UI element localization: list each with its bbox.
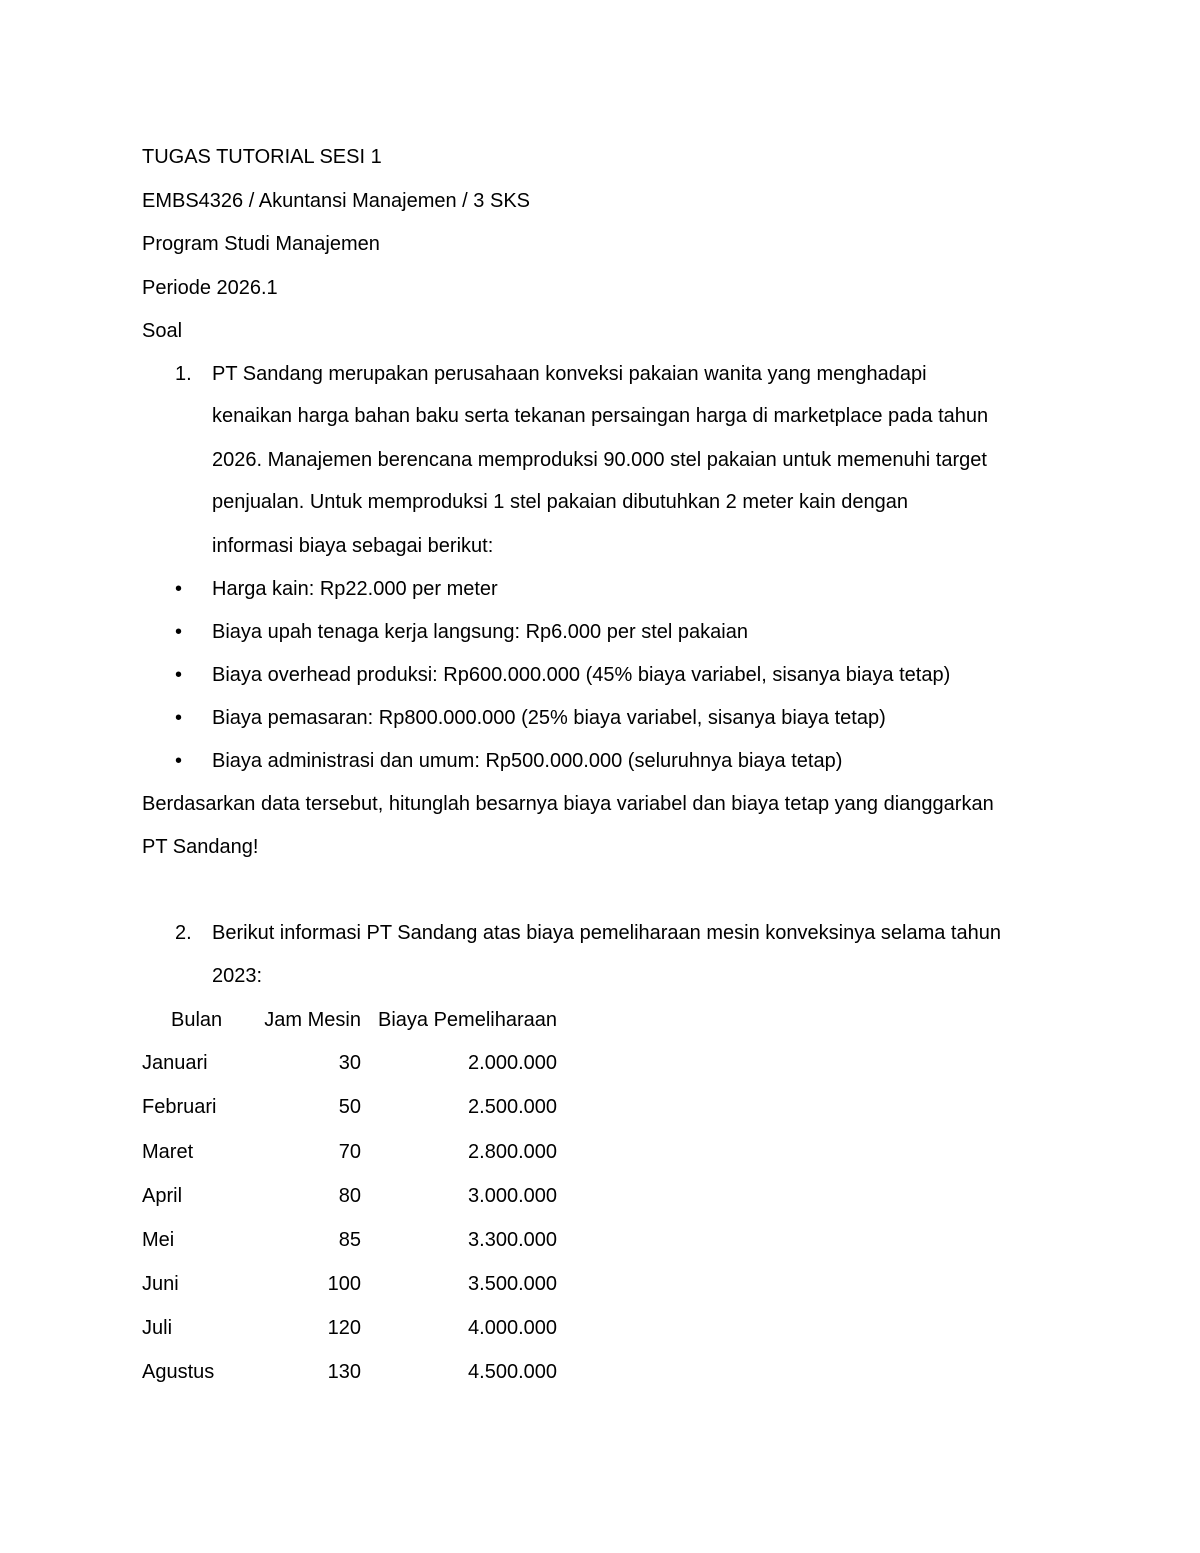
table-header-bulan: Bulan [171, 1009, 223, 1031]
bullet-symbol: • [175, 707, 183, 729]
table-cell-cost: 3.000.000 [468, 1185, 557, 1207]
table-cell-month: Mei [142, 1229, 175, 1251]
table-cell-cost: 3.500.000 [468, 1273, 557, 1295]
question-1-line: 2026. Manajemen berencana memproduksi 90.000 stel pakaian untuk memenuhi target [212, 449, 987, 471]
table-cell-month: Maret [142, 1141, 194, 1163]
bullet-item: Harga kain: Rp22.000 per meter [212, 578, 498, 600]
question-1-line: PT Sandang merupakan perusahaan konveksi pakaian wanita yang menghadapi [212, 363, 927, 385]
bullet-item: Biaya overhead produksi: Rp600.000.000 (45% biaya variabel, sisanya biaya tetap) [212, 664, 951, 686]
question-1-prompt: PT Sandang! [142, 836, 259, 858]
question-1-line: kenaikan harga bahan baku serta tekanan persaingan harga di marketplace pada tahun [212, 405, 989, 427]
table-cell-hours: 70 [338, 1141, 361, 1163]
section-heading: Soal [142, 320, 183, 342]
bullet-item: Biaya pemasaran: Rp800.000.000 (25% biaya variabel, sisanya biaya tetap) [212, 707, 886, 729]
question-1-line: informasi biaya sebagai berikut: [212, 535, 494, 557]
table-cell-hours: 85 [338, 1229, 361, 1251]
table-cell-hours: 80 [338, 1185, 361, 1207]
program-info: Program Studi Manajemen [142, 233, 380, 255]
table-header-biaya: Biaya Pemeliharaan [378, 1009, 557, 1031]
question-1-number: 1. [175, 363, 192, 385]
question-2-line: 2023: [212, 965, 263, 987]
table-cell-hours: 100 [327, 1273, 361, 1295]
question-2-number: 2. [175, 922, 192, 944]
table-cell-hours: 50 [338, 1096, 361, 1118]
bullet-symbol: • [175, 664, 183, 686]
table-header-jam-mesin: Jam Mesin [264, 1009, 361, 1031]
question-2-line: Berikut informasi PT Sandang atas biaya pemeliharaan mesin konveksinya selama tahun [212, 922, 1001, 944]
question-1-line: penjualan. Untuk memproduksi 1 stel pakaian dibutuhkan 2 meter kain dengan [212, 491, 908, 513]
table-cell-month: Januari [142, 1052, 208, 1074]
table-cell-hours: 130 [327, 1361, 361, 1383]
table-cell-month: Juli [142, 1317, 173, 1339]
table-cell-month: Februari [142, 1096, 217, 1118]
table-cell-cost: 3.300.000 [468, 1229, 557, 1251]
question-1-prompt: Berdasarkan data tersebut, hitunglah besarnya biaya variabel dan biaya tetap yang dianggarkan [142, 793, 994, 815]
period-info: Periode 2026.1 [142, 277, 278, 299]
bullet-symbol: • [175, 750, 183, 772]
table-cell-cost: 2.500.000 [468, 1096, 557, 1118]
course-info: EMBS4326 / Akuntansi Manajemen / 3 SKS [142, 190, 530, 212]
table-cell-cost: 4.000.000 [468, 1317, 557, 1339]
table-cell-cost: 4.500.000 [468, 1361, 557, 1383]
document-title: TUGAS TUTORIAL SESI 1 [142, 146, 382, 168]
bullet-symbol: • [175, 578, 183, 600]
table-cell-month: Agustus [142, 1361, 215, 1383]
bullet-item: Biaya administrasi dan umum: Rp500.000.000 (seluruhnya biaya tetap) [212, 750, 843, 772]
bullet-symbol: • [175, 621, 183, 643]
table-cell-month: Juni [142, 1273, 179, 1295]
bullet-item: Biaya upah tenaga kerja langsung: Rp6.000 per stel pakaian [212, 621, 748, 643]
table-cell-cost: 2.800.000 [468, 1141, 557, 1163]
table-cell-cost: 2.000.000 [468, 1052, 557, 1074]
table-cell-month: April [142, 1185, 183, 1207]
table-cell-hours: 120 [327, 1317, 361, 1339]
table-cell-hours: 30 [338, 1052, 361, 1074]
